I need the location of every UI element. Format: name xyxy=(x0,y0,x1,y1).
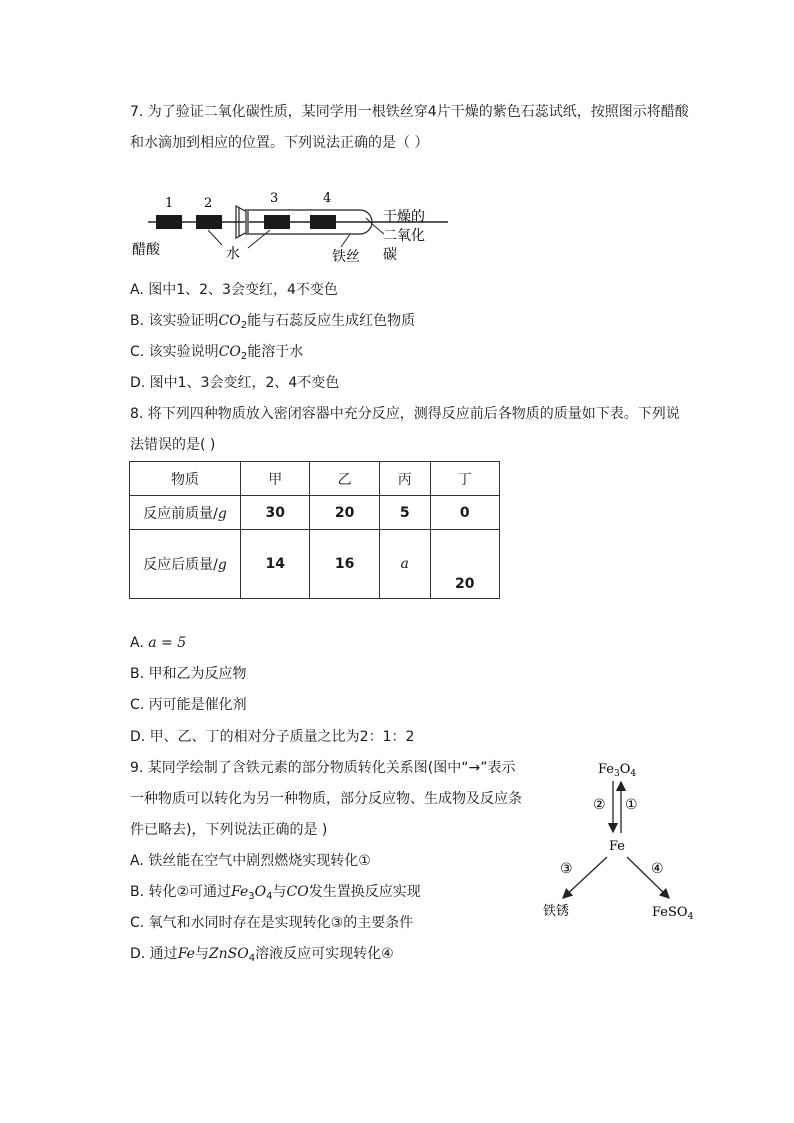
circle-3: ③ xyxy=(560,861,573,877)
before-ding: 0 xyxy=(430,496,499,530)
q7-option-d: D. 图中1、3会变红，2、4不变色 xyxy=(130,375,340,391)
label-3: 3 xyxy=(270,191,279,206)
node-feso4: FeSO$_4$ xyxy=(652,905,694,922)
node-rust: 铁锈 xyxy=(543,904,570,919)
after-ding: 20 xyxy=(430,530,499,599)
header-jia: 甲 xyxy=(241,462,310,496)
q8-option-d: D. 甲、乙、丁的相对分子质量之比为2：1：2 xyxy=(130,729,415,745)
q9-stem-line3: 件已略去)，下列说法正确的是 ) xyxy=(130,822,328,838)
circle-1: ① xyxy=(625,797,638,813)
before-jia: 30 xyxy=(241,496,310,530)
after-label: 反应后质量/g xyxy=(130,530,241,599)
label-co2-2: 二氧化 xyxy=(383,228,425,244)
mass-table xyxy=(129,461,500,599)
q7-stem-line2: 和水滴加到相应的位置。下列说法正确的是（ ） xyxy=(130,135,429,151)
q8-option-b: B. 甲和乙为反应物 xyxy=(130,666,247,682)
q7-option-c: C. 该实验说明$CO_2$能溶于水 xyxy=(130,344,304,362)
q7-option-a: A. 图中1、2、3会变红，4不变色 xyxy=(130,282,338,298)
before-yi: 20 xyxy=(310,496,379,530)
table-row-after xyxy=(130,530,500,599)
q8-option-a: A. a = 5 xyxy=(130,635,187,651)
label-4: 4 xyxy=(323,191,332,206)
node-fe: Fe xyxy=(609,839,626,854)
header-ding: 丁 xyxy=(430,462,499,496)
before-label: 反应前质量/g xyxy=(130,496,241,530)
after-jia: 14 xyxy=(241,530,310,599)
header-substance: 物质 xyxy=(130,462,241,496)
header-bing: 丙 xyxy=(379,462,430,496)
label-2: 2 xyxy=(204,196,213,211)
label-co2-3: 碳 xyxy=(383,247,397,263)
q8-stem-line1: 8. 将下列四种物质放入密闭容器中充分反应，测得反应前后各物质的质量如下表。下列说 xyxy=(130,406,680,422)
q9-option-b: B. 转化②可通过$Fe_3O_4$与CO发生置换反应实现 xyxy=(130,884,421,902)
after-bing: a xyxy=(379,530,430,599)
strip-3 xyxy=(264,215,290,229)
q7-stem-line1: 7. 为了验证二氧化碳性质，某同学用一根铁丝穿4片干燥的紫色石蕊试纸，按照图示将醋酸 xyxy=(130,104,689,120)
q7-figure xyxy=(128,190,448,270)
label-water: 水 xyxy=(226,246,240,262)
label-1: 1 xyxy=(165,196,174,211)
label-wire: 铁丝 xyxy=(332,249,360,265)
before-bing: 5 xyxy=(379,496,430,530)
q7-option-b: B. 该实验证明$CO_2$能与石蕊反应生成红色物质 xyxy=(130,313,416,331)
q8-stem-line2: 法错误的是( ) xyxy=(130,437,216,453)
after-yi: 16 xyxy=(310,530,379,599)
q9-stem-line1: 9. 某同学绘制了含铁元素的部分物质转化关系图(图中“→”表示 xyxy=(130,760,516,776)
header-yi: 乙 xyxy=(310,462,379,496)
strip-4 xyxy=(310,215,336,229)
q9-stem-line2: 一种物质可以转化为另一种物质，部分反应物、生成物及反应条 xyxy=(130,791,522,807)
q9-option-c: C. 氧气和水同时存在是实现转化③的主要条件 xyxy=(130,915,414,931)
strip-2 xyxy=(196,215,222,229)
q8-option-c: C. 丙可能是催化剂 xyxy=(130,697,247,713)
label-co2-1: 干燥的 xyxy=(383,209,425,225)
strip-1 xyxy=(156,215,182,229)
table-row-before xyxy=(130,496,500,530)
node-fe3o4: $Fe_3O_4$ xyxy=(598,762,637,779)
q9-option-d: D. 通过Fe与ZnSO$_4$溶液反应可实现转化④ xyxy=(130,946,394,964)
circle-2: ② xyxy=(593,797,606,813)
q9-option-a: A. 铁丝能在空气中剧烈燃烧实现转化① xyxy=(130,853,371,869)
iron-conversion-diagram xyxy=(535,755,715,925)
label-acetic: 醋酸 xyxy=(132,242,160,258)
circle-4: ④ xyxy=(651,861,664,877)
table-header-row xyxy=(130,462,500,496)
